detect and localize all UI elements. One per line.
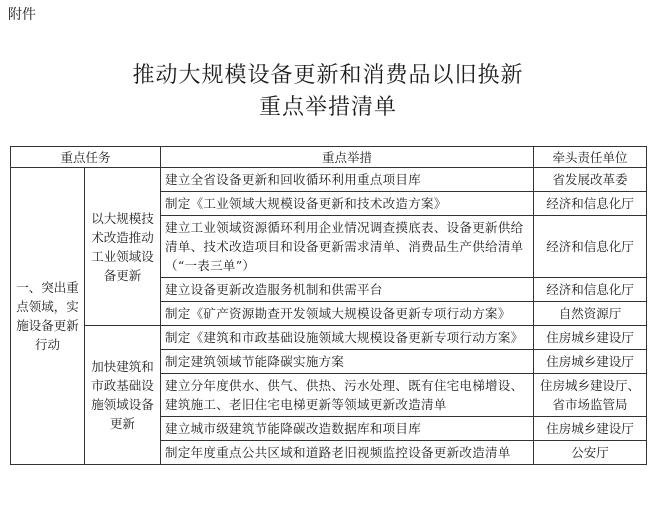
column-header-measure: 重点举措 <box>161 147 534 168</box>
page-title-line-1: 推动大规模设备更新和消费品以旧换新 <box>132 63 524 88</box>
measure-cell: 建立工业领域资源循环利用企业情况调查摸底表、设备更新供给清单、技术改造项目和设备更新需求清单、消费品生产供给清单（“一表三单”） <box>161 216 534 278</box>
measure-cell: 建立城市级建筑节能降碳改造数据库和项目库 <box>161 417 534 441</box>
subtask-cell-industry: 以大规模技术改造推动工业领域设备更新 <box>85 168 161 326</box>
attachment-label: 附件 <box>8 7 36 23</box>
measure-cell: 建立全省设备更新和回收循环利用重点项目库 <box>161 168 534 192</box>
page-title-line-2: 重点举措清单 <box>258 95 397 120</box>
column-header-task: 重点任务 <box>11 147 161 168</box>
primary-task-cell: 一、突出重点领域，实施设备更新行动 <box>11 168 85 465</box>
subtask-cell-construction: 加快建筑和市政基础设施领域设备更新 <box>85 326 161 465</box>
measure-cell: 建立设备更新改造服务机制和供需平台 <box>161 278 534 302</box>
unit-cell: 自然资源厅 <box>534 302 647 326</box>
unit-cell: 住房城乡建设厅 <box>534 326 647 350</box>
unit-cell: 住房城乡建设厅 <box>534 417 647 441</box>
unit-cell: 经济和信息化厅 <box>534 278 647 302</box>
measure-cell: 制定《工业领域大规模设备更新和技术改造方案》 <box>161 192 534 216</box>
unit-cell: 住房城乡建设厅 <box>534 350 647 374</box>
unit-cell: 经济和信息化厅 <box>534 192 647 216</box>
table-row <box>11 326 647 350</box>
column-header-unit: 牵头责任单位 <box>534 147 647 168</box>
table-header-row <box>11 147 647 168</box>
measure-cell: 制定年度重点公共区域和道路老旧视频监控设备更新改造清单 <box>161 441 534 465</box>
unit-cell: 住房城乡建设厅、省市场监管局 <box>534 374 647 417</box>
unit-cell: 经济和信息化厅 <box>534 216 647 278</box>
measure-cell: 制定《矿产资源勘查开发领域大规模设备更新专项行动方案》 <box>161 302 534 326</box>
measure-cell: 建立分年度供水、供气、供热、污水处理、既有住宅电梯增设、建筑施工、老旧住宅电梯更新等领域更新改造清单 <box>161 374 534 417</box>
unit-cell: 公安厅 <box>534 441 647 465</box>
measures-table <box>10 146 647 465</box>
unit-cell: 省发展改革委 <box>534 168 647 192</box>
measure-cell: 制定建筑领域节能降碳实施方案 <box>161 350 534 374</box>
table-row <box>11 168 647 192</box>
measure-cell: 制定《建筑和市政基础设施领域大规模设备更新专项行动方案》 <box>161 326 534 350</box>
